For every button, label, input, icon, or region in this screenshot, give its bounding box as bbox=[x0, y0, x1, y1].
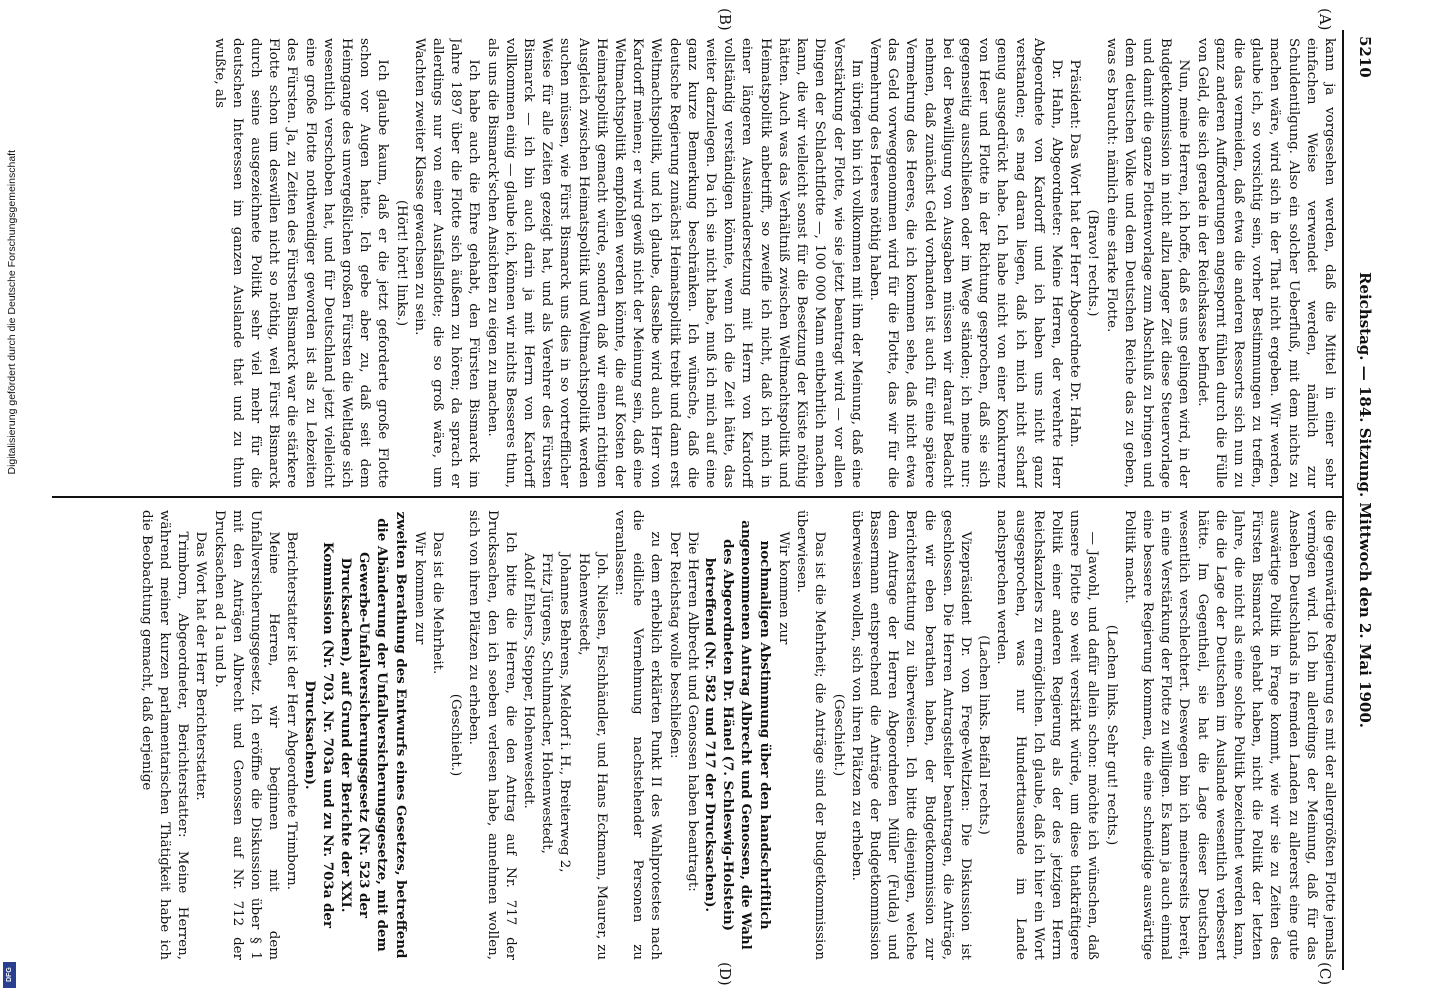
page-title: Reichstag. — 184. Sitzung. Mittwoch den 2. Mai 1900. bbox=[1356, 271, 1374, 729]
paragraph: — Jawohl, und dafür allein schon: möchte ich wünschen, daß unsere Flotte so weit verstärkt würde, um diese thatkräftigere Politik einer anderen Regierung als der des jetzigen Herrn Reichskanzlers zu ermöglichen. Ich glaube, daß ich hier ein Wort ausgesprochen, was nur Hunderttausende im Lande nachsprechen werden. bbox=[994, 510, 1101, 960]
paragraph: Wir kommen zur bbox=[775, 531, 791, 645]
agenda-item: nochmaligen Abstimmung über den handschriftlich angenommenen Antrag Albrecht und Genossen, die Wahl des Abgeordneten Dr. Hänel (7. Schleswig-Holstein) betreffend (Nr. 582 und 717 der Drucksachen). bbox=[702, 520, 773, 950]
speaker-paragraph: Vizepräsident Dr. von Frege-Weltzien: Die Diskussion ist geschlossen. Die Herren Antragsteller beantragen, die Anträge, die wir eben berathen haben, der Budgetkommission zur Berichterstattung zu überweisen. Ich bitte diejenigen, welche dem Antrage der Herren Abgeordneten Müller (Fulda) und Bassermann entsprechend die Anträge der Budgetkommission überweisen wollen, sich von ihren Plätzen zu erheben. bbox=[848, 510, 973, 960]
paragraph: Wir kommen zur bbox=[411, 531, 427, 645]
paragraph: zu dem erheblich erklärten Punkt II des Wahlprotestes nach die eidliche Vernehmung nachstehender Personen zu veranlassen: bbox=[612, 510, 664, 960]
right-column bbox=[38, 510, 1338, 960]
paragraph: Das ist die Mehrheit. bbox=[430, 531, 446, 675]
interjection: (Geschieht.) bbox=[830, 693, 846, 777]
margin-marker-a: (A) bbox=[1316, 8, 1334, 31]
speaker-paragraph: Trimborn, Abgeordneter, Berichterstatter: Meine Herren, während meiner kurzen parlamentarischen Thätigkeit habe ich die Beobachtung gemacht, daß derjenige bbox=[138, 510, 191, 960]
speaker-paragraph: Präsident: Das Wort hat der Herr Abgeordnete Dr. Hahn. bbox=[1067, 59, 1083, 448]
list-item: Fritz Jürgens, Schuhmacher, Hohenwestedt, bbox=[539, 552, 555, 854]
header-rule bbox=[1342, 30, 1344, 970]
paragraph: Meine Herren, wir beginnen mit dem Unfallversicherungsgesetz. Ich eröffne die Diskussion über § 1 mit den Anträgen Albrecht und Genossen auf Nr. 712 der Drucksachen ad 1a und b. bbox=[211, 510, 282, 960]
interjection: (Lachen links. Sehr gut! rechts.) bbox=[1103, 624, 1119, 846]
margin-marker-b: (B) bbox=[716, 8, 734, 31]
interjection: (Hört! hört! links.) bbox=[393, 199, 409, 327]
digitization-credit: Digitalisierung gefördert durch die Deutsche Forschungsgemeinschaft bbox=[6, 150, 18, 475]
paragraph: Berichterstatter ist der Herr Abgeordnete Trimborn. bbox=[284, 531, 300, 891]
paragraph: Der Reichstag wolle beschließen: bbox=[666, 531, 682, 759]
margin-marker-c: (C) bbox=[1316, 962, 1334, 986]
agenda-item: zweiten Berathung des Entwurfs eines Gesetzes, betreffend die Abänderung der Unfallversicherungsgesetze, mit dem Gewerbe-Unfallversicherungsgesetz (Nr. 523 der Drucksachen), auf Grund der Berichte der XXI. Kommission (Nr. 703, Nr. 703a und zu Nr. 703a der Drucksachen). bbox=[301, 511, 409, 959]
column-divider bbox=[52, 496, 1342, 498]
interjection: (Bravo! rechts.) bbox=[1085, 209, 1101, 317]
margin-marker-d: (D) bbox=[716, 962, 734, 986]
list-item: Joh. Nielsen, Fischhändler, und Hans Eckmann, Maurer, zu Hohenwestedt, bbox=[575, 552, 609, 960]
left-column bbox=[38, 38, 1338, 488]
paragraph: Ich habe auch die Ehre gehabt, den Fürsten Bismarck im Jahre 1897 über die Flotte sich äußern zu hören; da sprach er allerdings nur von einer Ausfallsflotte; die so groß wäre, um Wachten zweiter Klasse gewachsen zu sein. bbox=[411, 38, 482, 488]
interjection: (Lachen links. Beifall rechts.) bbox=[976, 635, 992, 835]
paragraph: Die Herren Albrecht und Genossen haben beantragt: bbox=[684, 531, 700, 892]
list-item: Johannes Behrens, Meldorf i. H., Breiterweg 2, bbox=[557, 552, 573, 873]
paragraph: Das Wort hat der Herr Berichterstatter. bbox=[193, 531, 209, 801]
paragraph: Ich bitte die Herren, die den Antrag auf Nr. 717 der Drucksachen, den ich soeben verlesen habe, annehmen wollen, sich von ihren Plätzen zu erheben. bbox=[466, 510, 518, 960]
paragraph: Das ist die Mehrheit; die Anträge sind der Budgetkommission überwiesen. bbox=[794, 510, 828, 960]
witness-list bbox=[519, 510, 610, 960]
paragraph: Ich glaube kaum, daß er die jetzt geforderte große Flotte schon vor Augen hatte. Ich gebe aber zu, daß seit dem Heimgange des unvergeßlichen großen Fürsten die Weltlage sich wesentlich verschoben hat, und für Deutschland jetzt vielleicht eine große Flotte nothwendiger geworden ist als zu Lebzeiten des Fürsten. Ja, zu Zeiten des Fürsten Bismarck war die stärkere Flotte schon um deswillen nicht so nöthig, weil Fürst Bismarck durch seine ausgezeichnete Politik sehr viel mehr für die deutschen Interessen im ganzen Auslande that und zu thun wußte, als bbox=[211, 38, 391, 488]
interjection: (Geschieht.) bbox=[448, 693, 464, 777]
page-number: 5210 bbox=[1356, 36, 1374, 78]
dfg-logo-icon: DFG bbox=[3, 962, 16, 988]
list-item: Adolf Ehlers, Stepper, Hohenwestedt. bbox=[521, 552, 537, 809]
paragraph: kann ja vorgesehen werden, daß die Mittel in einer sehr einfachen Weise verwendet werden, nämlich zur Schuldentilgung. Also ein solcher Ueberfluß, mit dem nichts zu machen wäre, wird sich in der That nicht ergeben. Wir werden, glaube ich, so vorsichtig sein, vorher Bestimmungen zu treffen, die das vermeiden, daß etwa die anderen Ressorts sich nun zu ganz anderen Aufforderungen angespornt fühlen durch die Fülle von Geld, die sich gerade in der Reichskasse befindet. bbox=[1194, 38, 1337, 488]
paragraph: Im übrigen bin ich vollkommen mit ihm der Meinung, daß eine Verstärkung der Flotte, wie sie jetzt beantragt wird — vor allen Dingen der Schlachtflotte —, 100 000 Mann entbehrlich machen kann, die wir vielleicht sonst für die Besetzung der Küste nöthig hätten. Auch was das Verhältniß zwischen Weltmachtspolitik und Heimatspolitik anbetrifft, so zweifle ich nicht, daß ich mich in einer längeren Auseinandersetzung mit Herrn von Kardorff vollständig verständigen könnte, wenn ich die Zeit hätte, das weiter darzulegen. Da ich sie nicht habe, muß ich mich auf eine ganz kurze Bemerkung beschränken. Ich wünsche, daß die deutsche Regierung zunächst Heimatspolitik treibt und dann erst Weltmachtspolitik, und ich glaube, dasselbe wird auch Herr von Kardorff meinen; er wird gewiß nicht der Meinung sein, daß eine Weltmachtspolitik empfohlen werden könnte, die auf Kosten der Heimatspolitik gemacht würde, sondern daß wir einen richtigen Ausgleich zwischen Heimatspolitik und Weltmachtspolitik werden suchen müssen, wie Fürst Bismarck uns dies in so vortrefflicher Weise für alle Zeiten gezeigt hat, und als Verehrer des Fürsten Bismarck — ich bin auch darin ja mit Herrn von Kardorff vollkommen einig — glaube ich, können wir nichts Besseres thun, als uns die Bismarck'schen Ansichten zu eigen zu machen. bbox=[484, 38, 864, 488]
speaker-paragraph: Dr. Hahn, Abgeordneter: Meine Herren, der verehrte Herr Abgeordnete von Kardorff und ich haben uns nicht ganz verstanden; es mag daran liegen, daß ich mich nicht scharf genug ausgedrückt habe. Ich habe nicht von einer Konkurrenz von Heer und Flotte in der Richtung gesprochen, daß sie sich gegenseitig ausschließen oder im Wege ständen; ich meine nur: bei der Bewilligung von Ausgaben müssen wir darauf Bedacht nehmen, daß zunächst Geld vorhanden ist auch für eine spätere Vermehrung des Heeres, die ich kommen sehe, daß nicht etwa das Geld vorweggenommen wird für die Flotte, das wir für die Vermehrung des Heeres nöthig haben. bbox=[866, 38, 1064, 488]
paragraph: Nun, meine Herren, ich hoffe, daß es uns gelingen wird, in der Budgetkommission in nicht allzu langer Zeit diese Steuervorlage und damit die ganze Flottenvorlage zum Abschluß zu bringen und dem deutschen Volke und dem Deutschen Reiche das zu geben, was es braucht: nämlich eine starke Flotte. bbox=[1103, 38, 1192, 488]
paragraph: die gegenwärtige Regierung es mit der allergrößten Flotte jemals vermögen wird. Ich bin allerdings der Meinung, daß für das Ansehen Deutschlands in fremden Landen zu allererst eine gute auswärtige Politik in Frage kommt, wie wir sie zu Zeiten des Fürsten Bismarck gehabt haben, nicht die Politik der letzten Jahre, die nicht als eine solche Politik bezeichnet werden kann, die die Lage der Deutschen im Auslande wesentlich verbessert hätte. Im Gegentheil, sie hat die Lage dieser Deutschen wesentlich verschlechtert. Deswegen bin ich meinerseits bereit, in eine Verstärkung der Flotte zu willigen. Es kann ja auch einmal eine bessere Regierung kommen, die eine schneidige auswärtige Politik macht. bbox=[1121, 510, 1337, 960]
